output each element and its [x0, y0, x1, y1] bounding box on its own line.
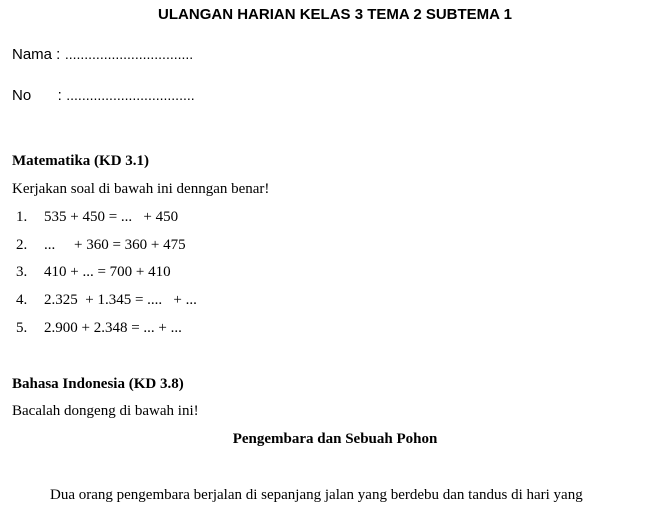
question-number: 4.	[16, 292, 28, 308]
math-instruction: Kerjakan soal di bawah ini denngan benar!	[12, 181, 270, 197]
math-question	[16, 209, 178, 226]
question-number: 2.	[16, 237, 28, 253]
math-heading: Matematika (KD 3.1)	[12, 153, 150, 169]
math-question	[16, 320, 182, 337]
question-text: 410 + ... = 700 + 410	[44, 264, 171, 280]
page-title: ULANGAN HARIAN KELAS 3 TEMA 2 SUBTEMA 1	[158, 6, 512, 23]
story-title: Pengembara dan Sebuah Pohon	[232, 431, 438, 447]
question-text: 2.325 + 1.345 = .... + ...	[44, 292, 197, 308]
bahasa-instruction: Bacalah dongeng di bawah ini!	[12, 403, 199, 419]
question-text: 2.900 + 2.348 = ... + ...	[44, 320, 182, 336]
question-text: ... + 360 = 360 + 475	[44, 237, 186, 253]
bahasa-heading: Bahasa Indonesia (KD 3.8)	[12, 376, 184, 392]
question-number: 5.	[16, 320, 28, 336]
number-label: No	[12, 87, 32, 104]
math-question	[16, 237, 186, 254]
question-text: 535 + 450 = ... + 450	[44, 209, 179, 225]
number-colon: :	[57, 87, 62, 104]
story-paragraph: Dua orang pengembara berjalan di sepanjang jalan yang berdebu dan tandus di hari yang	[50, 487, 583, 503]
math-question	[16, 292, 197, 309]
question-number: 3.	[16, 264, 28, 280]
name-label: Nama :	[12, 46, 61, 63]
math-question	[16, 264, 171, 281]
name-field	[12, 46, 193, 64]
number-field	[12, 87, 195, 105]
question-number: 1.	[16, 209, 28, 225]
name-blank: .................................	[64, 46, 194, 62]
number-blank: .................................	[66, 87, 195, 103]
